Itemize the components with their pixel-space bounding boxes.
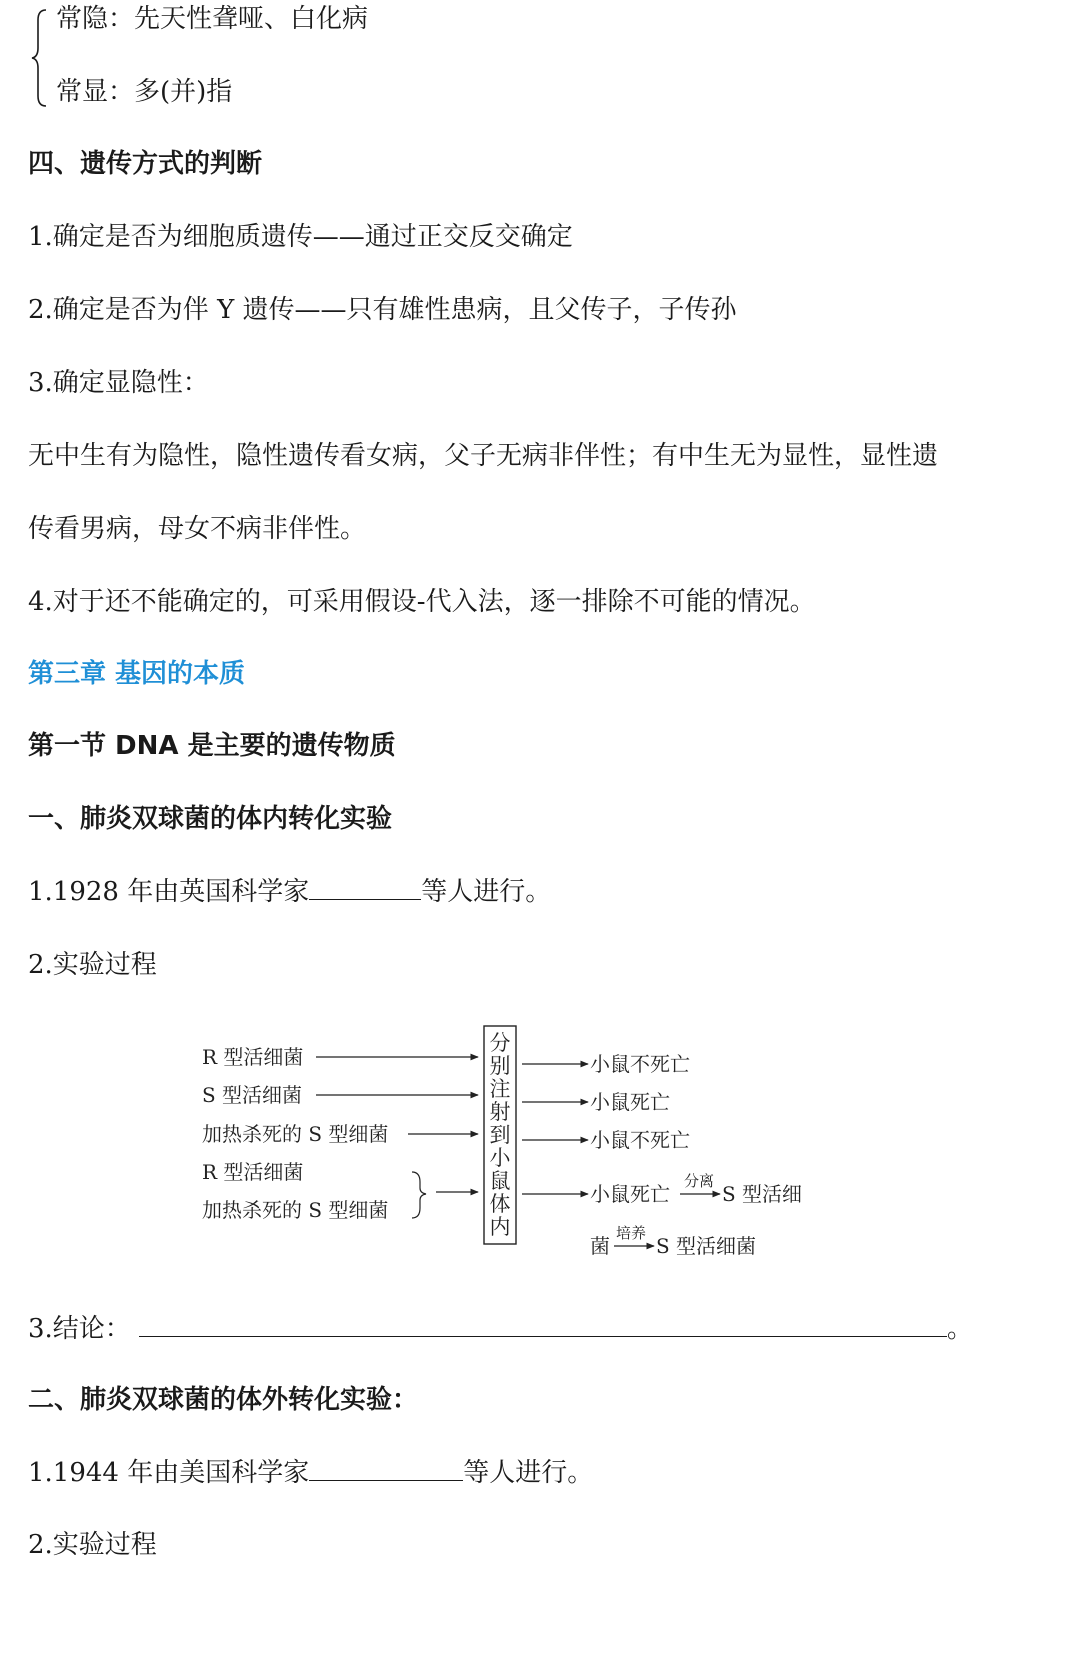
part1-process-label: 2.实验过程 xyxy=(28,950,157,980)
experiment-diagram xyxy=(190,1010,830,1280)
part1-scientist-suffix: 等人进行。 xyxy=(421,877,552,907)
mixture-brace-icon xyxy=(412,1172,426,1218)
box-char-9: 内 xyxy=(489,1215,511,1239)
step-culture-result: S 型活细菌 xyxy=(656,1234,757,1258)
conclusion-prefix: 3.结论： xyxy=(28,1314,131,1344)
step-isolate-result: S 型活细 xyxy=(722,1182,803,1206)
box-char-8: 体 xyxy=(489,1192,511,1216)
result-mouse-alive-2: 小鼠不死亡 xyxy=(590,1128,690,1152)
scientist-blank xyxy=(309,875,421,900)
result-mouse-dead-1: 小鼠死亡 xyxy=(590,1090,670,1114)
paragraph-dominance: 3.确定显隐性： xyxy=(28,368,209,398)
conclusion-blank xyxy=(139,1312,947,1337)
left-label-s-live: S 型活细菌 xyxy=(202,1083,303,1107)
step-culture-label: 培养 xyxy=(616,1224,647,1242)
section-heading-4: 四、遗传方式的判断 xyxy=(28,149,263,179)
part1-heading: 一、肺炎双球菌的体内转化实验 xyxy=(28,804,393,834)
left-label-s-dead-mix: 加热杀死的 S 型细菌 xyxy=(202,1198,389,1222)
paragraph-rule-b: 传看男病，母女不病非伴性。 xyxy=(28,514,367,544)
box-char-4: 射 xyxy=(489,1100,511,1124)
box-char-6: 小 xyxy=(489,1146,511,1170)
box-char-1: 分 xyxy=(489,1031,511,1055)
chapter-title: 第三章 基因的本质 xyxy=(28,659,246,689)
box-char-7: 鼠 xyxy=(489,1169,511,1193)
box-char-5: 到 xyxy=(489,1123,511,1147)
step-isolate-label: 分离 xyxy=(684,1172,715,1190)
curly-brace-icon xyxy=(30,8,50,108)
part1-scientist-line xyxy=(28,875,551,909)
section-title: 第一节 DNA 是主要的遗传物质 xyxy=(28,731,396,761)
part2-scientist-line xyxy=(28,1456,593,1490)
line2-start: 菌 xyxy=(590,1234,610,1258)
left-label-r-live: R 型活细菌 xyxy=(202,1045,304,1069)
paragraph-y-linked: 2.确定是否为伴 Y 遗传——只有雄性患病，且父传子，子传孙 xyxy=(28,295,737,325)
result-mouse-alive-1: 小鼠不死亡 xyxy=(590,1052,690,1076)
list-item-dominant: 常显：多(并)指 xyxy=(56,77,233,107)
paragraph-cytoplasmic: 1.确定是否为细胞质遗传——通过正交反交确定 xyxy=(28,222,573,252)
part2-scientist-suffix: 等人进行。 xyxy=(463,1458,594,1488)
part2-scientist-prefix: 1.1944 年由美国科学家 xyxy=(28,1458,310,1488)
part2-process-label: 2.实验过程 xyxy=(28,1530,157,1560)
part2-heading: 二、肺炎双球菌的体外转化实验： xyxy=(28,1385,419,1415)
box-char-3: 注 xyxy=(489,1077,511,1101)
paragraph-hypothesis: 4.对于还不能确定的，可采用假设-代入法，逐一排除不可能的情况。 xyxy=(28,587,816,617)
part1-conclusion-line xyxy=(28,1312,973,1346)
result-mouse-dead-2: 小鼠死亡 xyxy=(590,1182,670,1206)
list-item-recessive: 常隐：先天性聋哑、白化病 xyxy=(56,4,369,34)
box-char-2: 别 xyxy=(489,1054,511,1078)
conclusion-suffix: 。 xyxy=(946,1314,973,1344)
left-label-r-live-mix: R 型活细菌 xyxy=(202,1160,304,1184)
paragraph-rule-a: 无中生有为隐性，隐性遗传看女病，父子无病非伴性；有中生无为显性，显性遗 xyxy=(28,441,939,471)
scientist-blank-2 xyxy=(309,1456,463,1481)
left-label-s-dead: 加热杀死的 S 型细菌 xyxy=(202,1122,389,1146)
part1-scientist-prefix: 1.1928 年由英国科学家 xyxy=(28,877,310,907)
